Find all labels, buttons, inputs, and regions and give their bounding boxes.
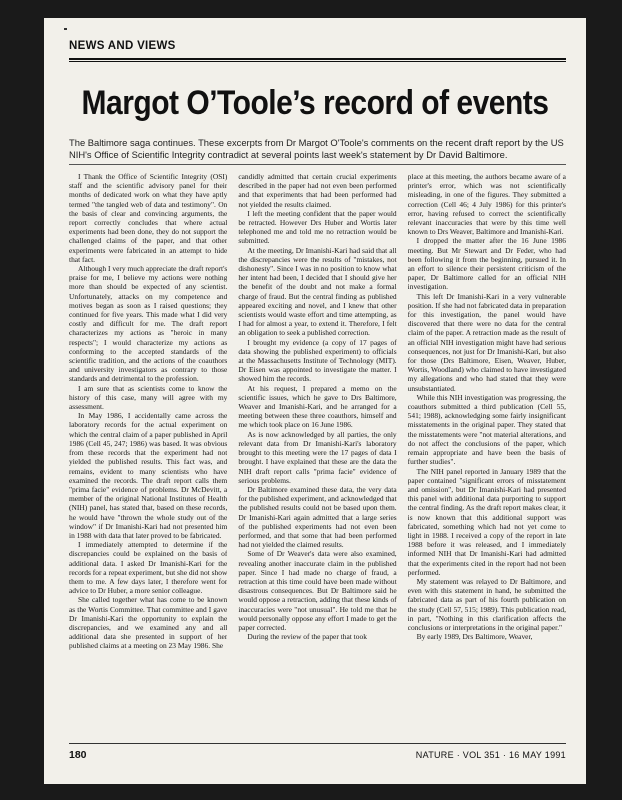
header-rule-thin: [69, 61, 566, 62]
body-paragraph: I am sure that as scientists come to know the history of this case, many will agree with my assessment.: [69, 383, 228, 412]
body-paragraph: She called together what has come to be known as the Wortis Committee. That committee and I gave Dr Imanishi-Kari the opportunity to explain the discrepancies, and we examined any and all additional data she presented in support of her published claims at a meeting on 23 May 1986. She: [69, 595, 228, 651]
print-mark: [64, 28, 67, 30]
body-paragraph: place at this meeting, the authors became aware of a printer's error, which was not scientifically misleading, in one of the figures. They submitted a correction (Cell 46; 4 July 1986) for this printer's error, having refused to correct the scientifically relevant inaccuracies that were by this time well known to Drs Weaver, Baltimore and Imanishi-Kari.: [407, 172, 566, 237]
header-rule: [69, 58, 566, 60]
body-paragraph: I dropped the matter after the 16 June 1986 meeting. But Mr Stewart and Dr Feder, who had been following it from the beginning, pursued it. In an effort to silence their persistent criticism of the paper, Dr Baltimore called for an official NIH investigation.: [407, 236, 566, 292]
body-paragraph: I Thank the Office of Scientific Integrity (OSI) staff and the scientific advisory panel for their months of dedicated work on what they have aptly termed "the tangled web of data and testimony". On the basis of clear and convincing arguments, the report correctly concludes that where actual experiments had been done, they do not support the challenged claims of the paper, and that other experiments were fabricated in an attempt to hide that fact.: [69, 172, 228, 264]
footer-rule: [69, 743, 566, 744]
body-paragraph: During the review of the paper that took: [247, 632, 367, 642]
body-paragraph: At his request, I prepared a memo on the scientific issues, which he gave to Drs Baltimore, Weaver and Imanishi-Kari, and he arranged for a meeting between these three coauthors, himself and me which took place on 16 June 1986.: [238, 383, 397, 430]
body-paragraph: I left the meeting confident that the paper would be retracted. However Drs Huber and Wortis later telephoned me and told me no retraction would be submitted.: [238, 208, 397, 246]
article-title: Margot O’Toole’s record of events: [81, 84, 549, 122]
body-paragraph: My statement was relayed to Dr Baltimore, and even with this statement in hand, he submitted the fabricated data as part of his fourth publication on the study (Cell 57, 515; 1989). This publication read, in part, "Nothing in this clarification affects the conclusions or interpretations in the original paper.": [407, 576, 566, 632]
body-paragraph: Some of Dr Weaver's data were also examined, revealing another inaccurate claim in the published paper. Since I had made no charge of fraud, a retraction at this time could have been made without disastrous consequences. But Dr Baltimore said he would oppose a retraction, adding that these kinds of inaccuracies were "not unusual". He told me that he would personally oppose any effort I made to get the paper corrected.: [238, 549, 397, 632]
body-paragraph: As is now acknowledged by all parties, the only relevant data from Dr Imanishi-Kari's laboratory brought to this meeting were the 17 pages of data I brought. I have explained that these are the data the NIH draft report calls "prima facie" evidence of serious problems.: [238, 429, 397, 485]
body-paragraph: Dr Baltimore examined these data, the very data for the published experiment, and acknowledged that the published results could not be based upon them. Dr Imanishi-Kari again admitted that a large series of the published experiments had not even been performed, and that some that had been performed had not yielded the claimed results.: [238, 484, 397, 550]
body-paragraph: While this NIH investigation was progressing, the coauthors submitted a third publication (Cell 55, 541; 1988), acknowledging some fairly insignificant misstatements in the original paper. They stated that the misstatements were "not material alterations, and do not affect the conclusions of the paper, which remain appropriate and have been the basis of further studies".: [407, 392, 566, 467]
article-body: [69, 172, 566, 740]
column-3: [408, 172, 566, 740]
body-paragraph: candidly admitted that certain crucial experiments described in the paper had not even been performed and that experiments that had been performed had not yielded the results claimed.: [238, 172, 397, 209]
body-paragraph: I brought my evidence (a copy of 17 pages of data showing the published experiment) to officials at the Massachusetts Institute of Technology (MIT). Dr Eisen was appointed to investigate the matter. I showed him the records.: [238, 337, 397, 384]
page-number: 180: [69, 749, 87, 761]
body-paragraph: Although I very much appreciate the draft report's praise for me, I believe my actions were nothing more than should be expected of any scientist. Unfortunately, attacks on my competence and motives began as soon as I raised questions; they continued for five years. This made what I did very costly and difficult for me. The draft report characterizes my actions as "heroic in many respects"; I would characterize my actions as conforming to the accepted standards of the scientific tradition, and the actions of the coauthors and university investigators as contrary to those standards and detrimental to the profession.: [69, 264, 228, 384]
column-1: [69, 172, 227, 740]
column-2: [238, 172, 396, 740]
body-paragraph: This left Dr Imanishi-Kari in a very vulnerable position. If she had not fabricated data in preparation for this investigation, the panel would have discovered that there were no data for the central claim of the paper. A retraction made as the result of an official NIH investigation might have had serious consequences, not just for Dr Imanishi-Kari, but also for those (Drs Baltimore, Eisen, Weaver, Huber, Wortis, Woodland) who claimed to have investigated my allegations and who had stated that they were unsubstantiated.: [407, 291, 566, 393]
journal-page: [44, 18, 586, 784]
body-paragraph: At the meeting, Dr Imanishi-Kari had said that all the discrepancies were the results of "mistakes, not dishonesty". Since I was in no position to know what her intent had been, I decided that I should give her the benefit of the doubt and not make a formal charge of fraud. But the central finding as published appeared exciting and novel, and I knew that other scientists would waste effort and time attempting, as I had for almost a year, to extend it. Therefore, I felt an obligation to seek a published correction.: [238, 245, 397, 338]
body-paragraph: By early 1989, Drs Baltimore, Weaver,: [416, 632, 533, 642]
article-standfirst: The Baltimore saga continues. These excerpts from Dr Margot O'Toole's comments on the recent draft report by the US NIH's Office of Scientific Integrity contradict at several points last week's statement by Dr David Baltimore.: [69, 137, 564, 160]
body-paragraph: In May 1986, I accidentally came across the laboratory records for the actual experiment on which the central claim of a paper published in April 1986 (Cell 45, 247; 1986) was based. It was obvious from these records that the experiment had not yielded the published results. This fact was, and remains, evident to many scientists who have examined the records. The draft report calls them "prima facie" evidence of problems. Dr McDevitt, a member of the original National Institutes of Health (NIH) panel, has stated that, based on these records, he would have "thrown the whole study out of the window" if Dr Imanishi-Kari had not presented him in 1988 with data that later proved to be fabricated.: [69, 411, 228, 540]
journal-citation: NATURE · VOL 351 · 16 MAY 1991: [415, 750, 566, 760]
body-paragraph: The NIH panel reported in January 1989 that the paper contained "significant errors of misstatement and omission", but Dr Imanishi-Kari had presented this panel with additional data purporting to support the central finding. As the draft report makes clear, it is now known that this additional support was fabricated, something which had not yet come to light in 1988. I received a copy of the report in late 1988 before it was released, and I immediately informed NIH that Dr Imanishi-Kari had admitted that the experiments cited in the report had not been performed.: [407, 466, 566, 577]
body-paragraph: I immediately attempted to determine if the discrepancies could be explained on the basis of additional data. I asked Dr Imanishi-Kari for the records for a repeat experiment, but she did not show them to me. A few days later, I therefore went for advice to Dr Huber, a more senior colleague.: [69, 540, 228, 596]
section-label: NEWS AND VIEWS: [69, 40, 176, 52]
standfirst-rule: [69, 164, 566, 165]
